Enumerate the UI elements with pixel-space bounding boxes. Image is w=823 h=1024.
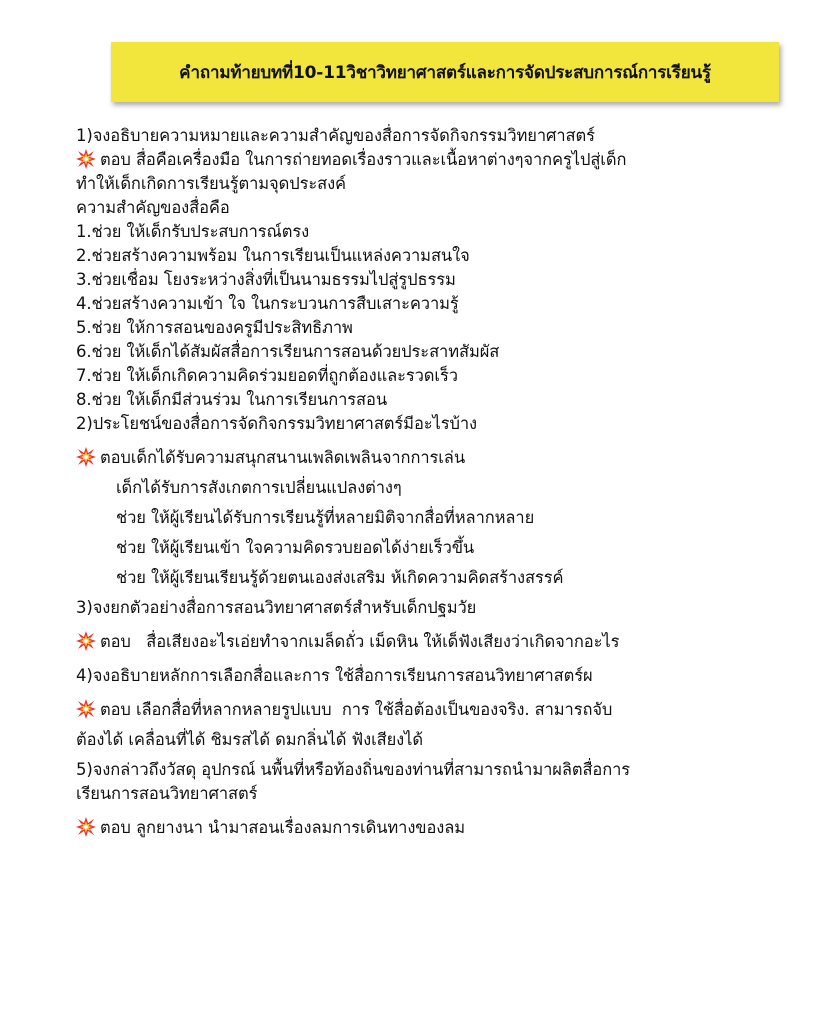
- question-3: 3)จงยกตัวอย่างสื่อการสอนวิทยาศาสตร์สำหรับเด็กปฐมวัย: [76, 598, 477, 617]
- answer-line: ความสำคัญของสื่อคือ: [76, 198, 230, 217]
- list-item: 5.ช่วย ให้การสอนของครูมีประสิทธิภาพ: [76, 318, 353, 337]
- collision-burst-icon: [76, 149, 96, 169]
- title-banner: [111, 42, 779, 102]
- answer-text: ตอบ เลือกสื่อที่หลากหลายรูปแบบ การ ใช้สื่อต้องเป็นของจริง. สามารถจับ: [100, 700, 613, 719]
- answer-line: ทำให้เด็กเกิดการเรียนรู้ตามจุดประสงค์: [76, 174, 346, 193]
- list-item: 1.ช่วย ให้เด็กรับประสบการณ์ตรง: [76, 222, 310, 241]
- answer-text: ตอบ สื่อคือเครื่องมือ ในการถ่ายทอดเรื่องราวและเนื้อหาต่างๆจากครูไปสู่เด็ก: [100, 150, 627, 169]
- answer-line: ต้องได้ เคลื่อนที่ได้ ชิมรสได้ ดมกลิ่นได้ ฟังเสียงได้: [76, 730, 423, 749]
- question-5: 5)จงกล่าวถึงวัสดุ อุปกรณ์ นพื้นที่หรือท้องถิ่นของท่านที่สามารถนำมาผลิตสื่อการ: [76, 760, 631, 779]
- list-item: 4.ช่วยสร้างความเข้า ใจ ในกระบวนการสืบเสาะความรู้: [76, 294, 459, 313]
- page-title: คำถามท้ายบทที่10-11วิชาวิทยาศาสตร์และการจัดประสบการณ์การเรียนรู้: [179, 62, 711, 83]
- collision-burst-icon: [76, 817, 96, 837]
- qa-content: [76, 124, 806, 840]
- collision-burst-icon: [76, 699, 96, 719]
- answer-line: ช่วย ให้ผู้เรียนเรียนรู้ด้วยตนเองส่งเสริม ห้เกิดความคิดสร้างสรรค์: [116, 568, 564, 587]
- question-1: 1)จงอธิบายความหมายและความสำคัญของสื่อการจัดกิจกรรมวิทยาศาสตร์: [76, 126, 595, 145]
- question-5-cont: เรียนการสอนวิทยาศาสตร์: [76, 784, 258, 803]
- answer-line: เด็กได้รับการสังเกตการเปลี่ยนแปลงต่างๆ: [116, 478, 402, 497]
- answer-1-line: [76, 148, 806, 172]
- collision-burst-icon: [76, 447, 96, 467]
- list-item: 7.ช่วย ให้เด็กเกิดความคิดร่วมยอดที่ถูกต้องและรวดเร็ว: [76, 366, 458, 385]
- collision-burst-icon: [76, 631, 96, 651]
- answer-2-line: [76, 446, 806, 470]
- answer-3-line: [76, 630, 806, 654]
- answer-line: ช่วย ให้ผู้เรียนเข้า ใจความคิดรวบยอดได้ง่ายเร็วขึ้น: [116, 538, 475, 557]
- question-4: 4)จงอธิบายหลักการเลือกสื่อและการ ใช้สื่อการเรียนการสอนวิทยาศาสตร์ผ: [76, 666, 593, 685]
- question-2: 2)ประโยชน์ของสื่อการจัดกิจกรรมวิทยาศาสตร์มีอะไรบ้าง: [76, 414, 477, 433]
- answer-text: ตอบ ลูกยางนา นำมาสอนเรื่องลมการเดินทางของลม: [100, 818, 466, 837]
- answer-text: ตอบ สื่อเสียงอะไรเอ่ยทำจากเมล็ดถั่ว เม็ดหิน ให้เด็ฟังเสียงว่าเกิดจากอะไร: [100, 632, 620, 651]
- answer-4-line: [76, 698, 806, 722]
- answer-5-line: [76, 816, 806, 840]
- list-item: 8.ช่วย ให้เด็กมีส่วนร่วม ในการเรียนการสอน: [76, 390, 388, 409]
- answer-line: ช่วย ให้ผู้เรียนได้รับการเรียนรู้ที่หลายมิติจากสื่อที่หลากหลาย: [116, 508, 535, 527]
- list-item: 6.ช่วย ให้เด็กได้สัมผัสสื่อการเรียนการสอนด้วยประสาทสัมผัส: [76, 342, 500, 361]
- list-item: 3.ช่วยเชื่อม โยงระหว่างสิ่งที่เป็นนามธรรมไปสู่รูปธรรม: [76, 270, 456, 289]
- list-item: 2.ช่วยสร้างความพร้อม ในการเรียนเป็นแหล่งความสนใจ: [76, 246, 470, 265]
- answer-text: ตอบเด็กได้รับความสนุกสนานเพลิดเพลินจากการเล่น: [100, 448, 465, 467]
